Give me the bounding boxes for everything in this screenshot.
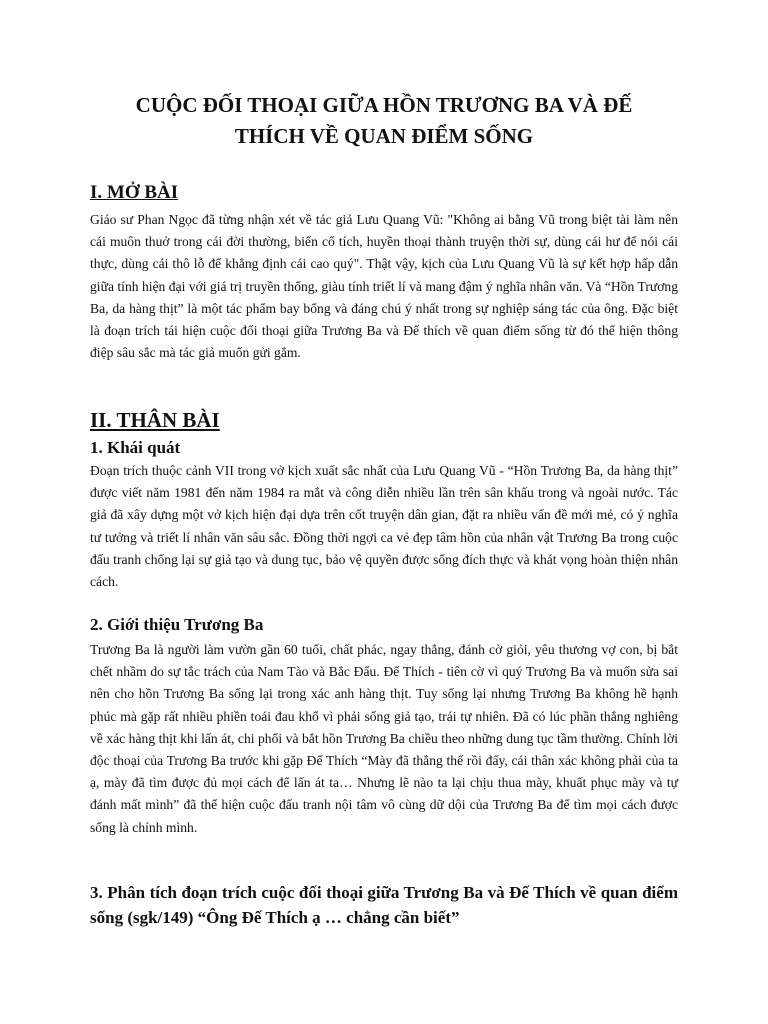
subheading-phan-tich: 3. Phân tích đoạn trích cuộc đối thoại giữa Trương Ba và Đế Thích về quan điểm sống (sgk/149) “Ông Đế Thích ạ … chẳng cần biết” [90,883,678,927]
title-line-2: THÍCH VỀ QUAN ĐIỂM SỐNG [234,124,534,148]
title-line-1: CUỘC ĐỐI THOẠI GIỮA HỒN TRƯƠNG BA VÀ ĐẾ [135,93,633,117]
document-title [90,90,678,152]
section-heading-mo-bai: I. MỞ BÀI [90,182,179,203]
paragraph-mo-bai: Giáo sư Phan Ngọc đã từng nhận xét về tác giả Lưu Quang Vũ: "Không ai bằng Vũ trong biệt tài làm nên cái muôn thuở trong cái đời thường, biến cổ tích, huyền thoại thành truyện thời sự, dùng cái hư để nói cái thực, dùng cái thô lỗ để khẳng định cái cao quý". Thật vậy, kịch của Lưu Quang Vũ là sự kết hợp hấp dẫn giữa tính hiện đại với giá trị truyền thống, giàu tính triết lí và mang đậm ý nghĩa nhân văn. Và “Hồn Trương Ba, da hàng thịt” là một tác phẩm bay bổng và đáng chú ý nhất trong sự nghiệp sáng tác của ông. Đặc biệt là đoạn trích tái hiện cuộc đối thoại giữa Trương Ba và Đế thích về quan điểm sống từ đó thể hiện thông điệp sâu sắc mà tác giả muốn gửi gắm. [90,212,678,361]
subheading-khai-quat: 1. Khái quát [90,438,181,457]
subheading-gioi-thieu: 2. Giới thiệu Trương Ba [90,615,264,634]
section-heading-than-bai: II. THÂN BÀI [90,408,220,432]
paragraph-gioi-thieu: Trương Ba là người làm vườn gần 60 tuổi, chất phác, ngay thẳng, đánh cờ giỏi, yêu thương vợ con, bị bắt chết nhầm do sự tắc trách của Nam Tào và Bắc Đẩu. Đế Thích - tiên cờ vì quý Trương Ba và muốn sửa sai nên cho hồn Trương Ba sống lại trong xác anh hàng thịt. Tuy sống lại nhưng Trương Ba không hề hạnh phúc mà gặp rất nhiều phiền toái đau khổ vì phải sống giả tạo, trái tự nhiên. Đã có lúc phần thắng nghiêng về xác hàng thịt khi lấn át, chi phối và bắt hồn Trương Ba chiều theo những dung tục tầm thường. Chính lời độc thoại của Trương Ba trước khi gặp Đế Thích “Mày đã thắng thế rồi đấy, cái thân xác không phải của ta ạ, mày đã tìm được đủ mọi cách để lấn át ta… Nhưng lẽ nào ta lại chịu thua mày, khuất phục mày và tự đánh mất mình” đã thể hiện cuộc đấu tranh nội tâm vô cùng dữ dội của Trương Ba để tìm mọi cách được sống là chính mình. [90,642,678,835]
paragraph-khai-quat: Đoạn trích thuộc cảnh VII trong vở kịch xuất sắc nhất của Lưu Quang Vũ - “Hồn Trương Ba, da hàng thịt” được viết năm 1981 đến năm 1984 ra mắt và công diễn nhiều lần trên sân khấu trong và ngoài nước. Tác giả đã xây dựng một vở kịch hiện đại dựa trên cốt truyện dân gian, đặt ra nhiều vấn đề mới mẻ, có ý nghĩa tư tưởng và triết lí nhân văn sâu sắc. Đồng thời ngợi ca vẻ đẹp tâm hồn của nhân vật Trương Ba trong cuộc đấu tranh chống lại sự giả tạo và dung tục, bảo vệ quyền được sống đích thực và khát vọng hoàn thiện nhân cách. [90,463,678,590]
